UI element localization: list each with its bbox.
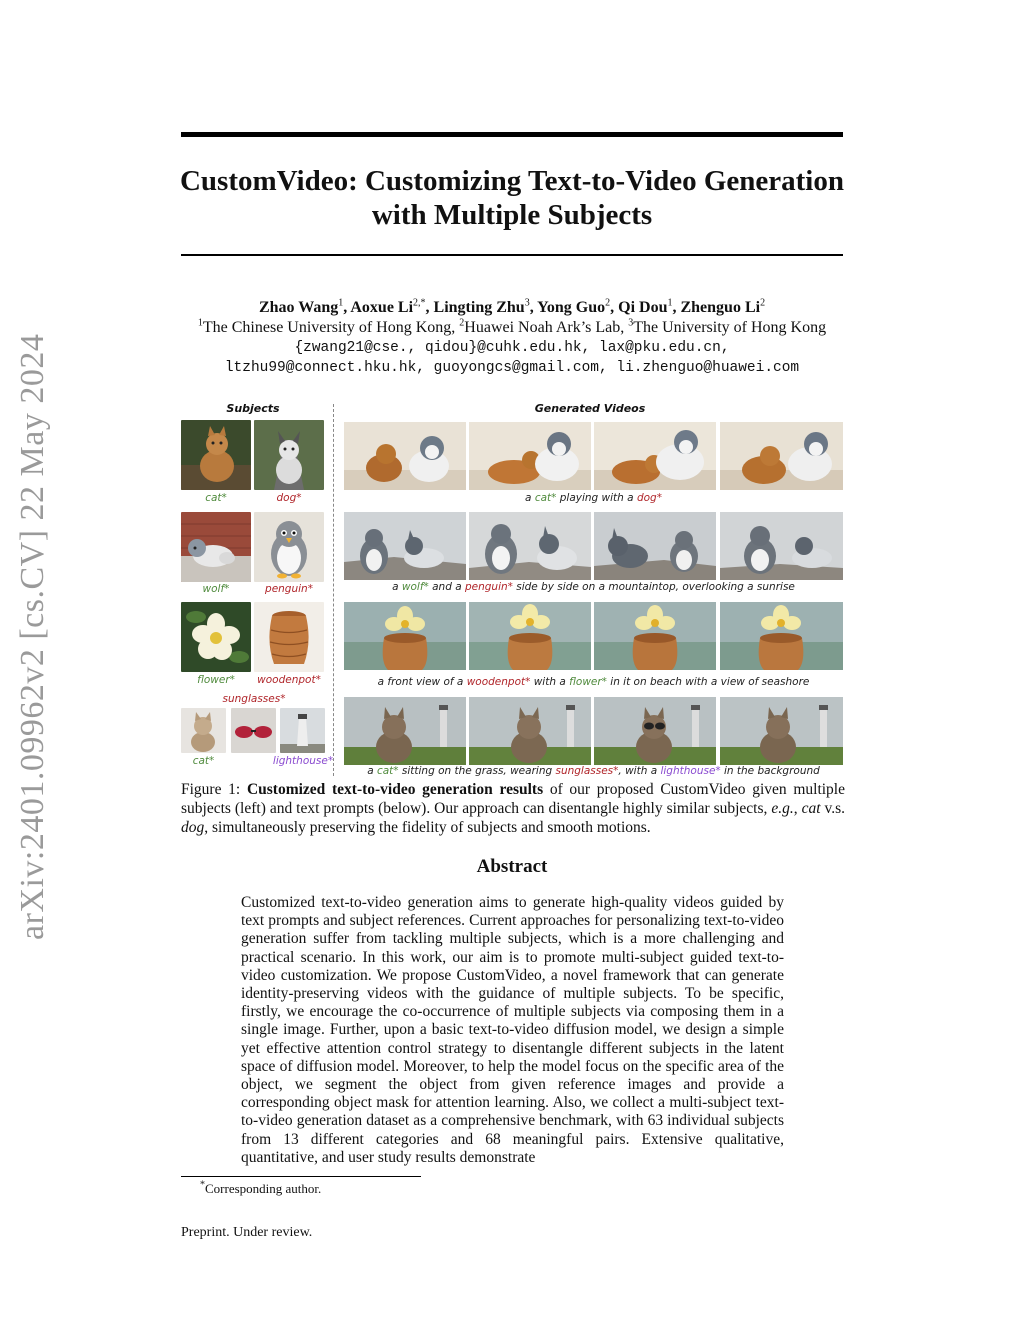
prompt-text: and a [428,581,465,593]
prompt-text: sitting on the grass, wearing [398,765,556,777]
subject-label-lighthouse: lighthouse* [272,755,334,767]
prompt-text: in it on beach with a view of seashore [606,676,810,688]
abstract-text: Customized text-to-video generation aims to generate high-quality videos guided by text prompts and subject references. Current approaches for personalizing text-to-video generation suffer from tackling multiple subjects, which is a more challenging and practical scenario. In this work, our aim is to promote multi-subject guided text-to-video customization. We propose CustomVideo, a novel framework that can generate identity-preserving videos with the guidance of multiple subjects. To be specific, firstly, we encourage the co-occurrence of multiple subjects via composing them in a single image. Further, upon a basic text-to-video diffusion model, we design a simple yet effective attention control strategy to disentangle different subjects in the latent space of diffusion model. Moreover, to help the model focus on the specific area of the object, we segment the object from given reference images and provide a corresponding object mask for attention learning. Also, we collect a multi-subject text-to-video generation dataset as a comprehensive benchmark, with 63 individual subjects from 13 different categories and 68 meaningful pairs. Extensive qualitative, quantitative, and user study results demonstrate [241,894,784,1166]
prompt-text: a [392,581,402,593]
video-frame-3-4 [720,602,843,670]
caption-bold: Customized text-to-video generation results [246,781,544,798]
caption-italic: cat [801,800,821,817]
abstract-heading: Abstract [476,856,548,877]
figure-caption [181,780,845,837]
subject-image-woodenpot [254,602,324,672]
subject-label-cat: cat* [205,492,227,504]
author-emails-1: {zwang21@cse., qidou}@cuhk.edu.hk, lax@pku.edu.cn, [294,340,730,356]
videos-header: Generated Videos [534,402,646,415]
author-sup: 2 [760,297,766,309]
author-sup: 3 [524,297,530,309]
prompt-text: with a [530,676,570,688]
title-line-1: CustomVideo: Customizing Text-to-Video Generation [179,165,844,197]
paper-title [150,164,874,232]
footnote-mark: * [200,1179,205,1191]
prompt-subject: cat* [376,765,399,777]
author-name: Aoxue Li [350,299,414,316]
caption-text: of our proposed CustomVideo given multiple subjects (left) and text prompts (below). Our approach can disentangle highly similar subjects, [181,781,845,817]
figure-divider [333,404,334,776]
author-name: Zhenguo Li [680,299,761,316]
subject-label-wolf: wolf* [202,583,230,595]
prompt-subject: penguin* [464,581,513,593]
affiliation: Huawei Noah Ark’s Lab, [464,319,629,336]
video-frame-3-2 [469,602,591,670]
author-emails-2: ltzhu99@connect.hku.hk, guoyongcs@gmail.com, li.zhenguo@huawei.com [224,360,800,376]
author-sup: 2 [605,297,611,309]
prompt-subject: wolf* [401,581,429,593]
author-sup: 2,* [413,297,426,309]
prompt-subject: flower* [569,676,607,688]
subject-label-penguin: penguin* [265,583,313,595]
subjects-header: Subjects [226,402,280,415]
video-frame-2-3 [594,512,716,580]
title-bottom-rule [181,254,843,256]
affiliation: The University of Hong Kong [633,319,827,336]
prompt-text: a front view of a [377,676,467,688]
video-frame-4-4 [720,697,843,765]
prompt-text: playing with a [556,492,637,504]
prompt-text: , with a [618,765,661,777]
video-frame-2-1 [344,512,466,580]
video-prompt-2 [344,581,843,593]
author-block [120,298,904,378]
subject-image-cat-2 [181,708,226,753]
prompt-subject: woodenpot* [466,676,531,688]
subject-label-sunglasses: sunglasses* [222,693,286,705]
author-name: Lingting Zhu [433,299,525,316]
prompt-text: a [525,492,535,504]
video-frame-2-4 [720,512,843,580]
subject-image-cat [181,420,251,490]
video-frame-1-3 [594,422,716,490]
subject-label-flower: flower* [197,674,235,686]
footnote-rule [181,1176,421,1177]
caption-text: , [793,800,802,817]
author-name: Qi Dou [618,299,668,316]
video-prompt-4 [340,765,847,777]
video-frame-4-3 [594,697,716,765]
title-top-rule [181,132,843,137]
footnote-text: Corresponding author. [205,1181,322,1196]
video-frame-4-1 [344,697,466,765]
subject-label-dog: dog* [276,492,302,504]
prompt-text: side by side on a mountaintop, overlooking a sunrise [512,581,795,593]
prompt-subject: sunglasses* [555,765,619,777]
video-frame-1-2 [469,422,591,490]
author-name: Yong Guo [537,299,606,316]
caption-label: Figure 1: [181,781,247,798]
prompt-text: in the background [720,765,820,777]
video-frame-1-1 [344,422,466,490]
author-affiliations: $^1$The Chinese University of Hong Kong, $^2$Huawei Noah Ark’s Lab, $^3$The University of Hong Kong [197,317,827,336]
video-frame-4-2 [469,697,591,765]
subject-image-penguin [254,512,324,582]
caption-text: , simultaneously preserving the fidelity of subjects and smooth motions. [204,819,651,836]
video-frame-3-1 [344,602,466,670]
author-sup: 1 [338,297,344,309]
prompt-subject: cat* [534,492,557,504]
caption-italic: dog [181,819,205,836]
author-name: Zhao Wang [258,299,339,316]
prompt-text: a [367,765,377,777]
affiliation: The Chinese University of Hong Kong, [202,319,460,336]
arxiv-stamp: arXiv:2401.09962v2 [cs.CV] 22 May 2024 [14,333,51,940]
prompt-subject: lighthouse* [660,765,721,777]
caption-text: v.s. [820,800,845,817]
subject-image-dog [254,420,324,490]
video-prompt-1 [344,492,843,504]
video-frame-2-2 [469,512,591,580]
subject-image-sunglasses [231,708,276,753]
video-prompt-3 [344,676,843,688]
subject-image-lighthouse [280,708,325,753]
prompt-subject: dog* [636,492,662,504]
video-frame-1-4 [720,422,843,490]
subject-label-cat-2: cat* [192,755,215,767]
author-sup: 1 [667,297,673,309]
footnote [200,1181,321,1197]
subject-label-woodenpot: woodenpot* [257,674,321,686]
preprint-note: Preprint. Under review. [181,1225,313,1240]
subject-image-wolf [181,512,251,582]
author-names: Zhao Wang$^1$, Aoxue $Li^{2,*}$, Lingting Zhu$^3$, Yong Guo$^2$, Qi Dou$^1$, Zhenguo Li$^2$ [258,297,766,316]
subject-image-flower [181,602,251,672]
caption-italic: e.g. [771,800,794,817]
title-line-2: with Multiple Subjects [371,199,653,231]
video-frame-3-3 [594,602,716,670]
